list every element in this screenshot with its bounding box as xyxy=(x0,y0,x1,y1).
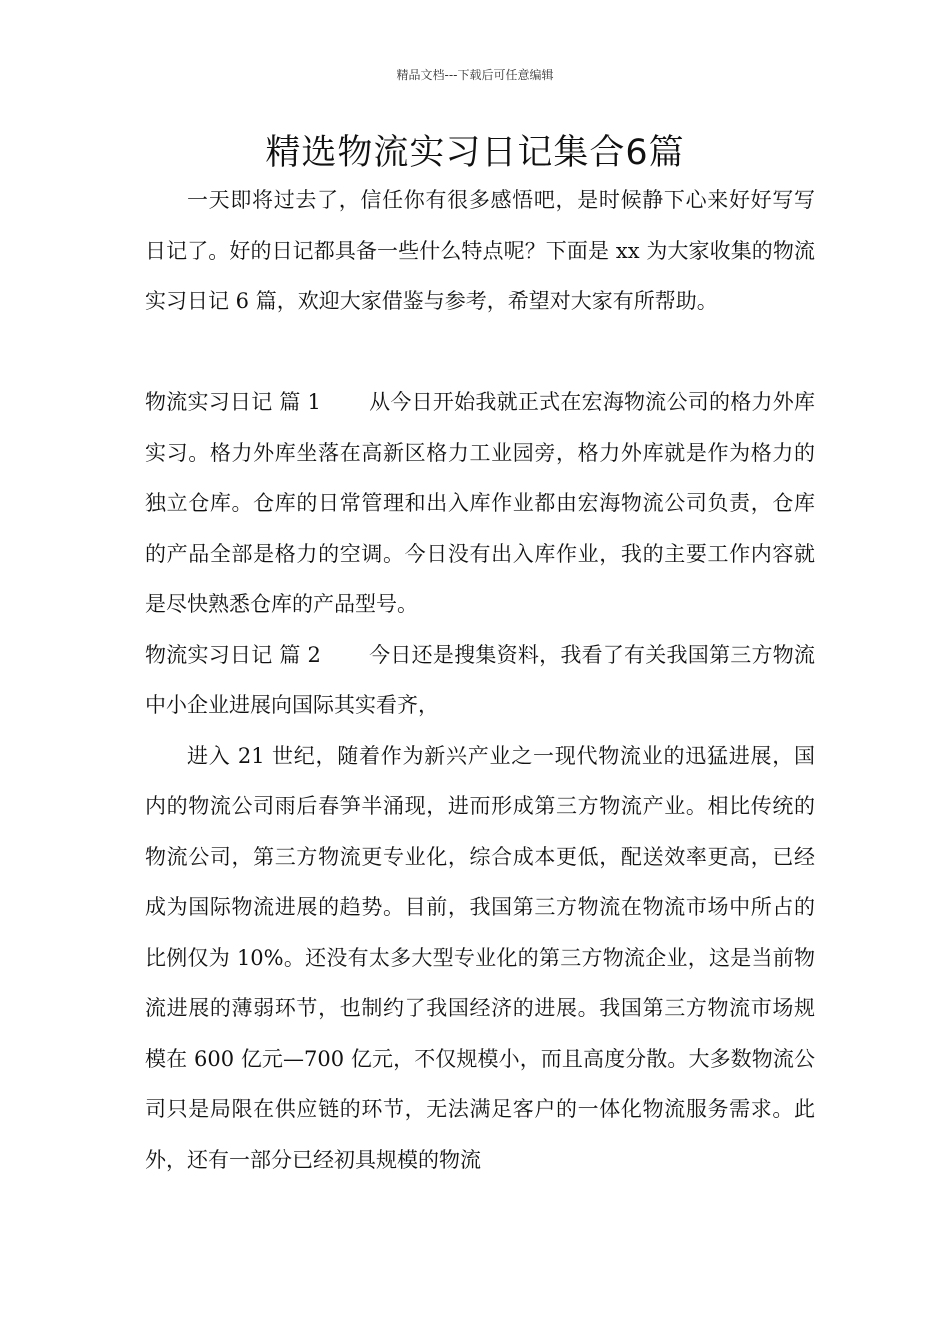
entry-text-2: 今日还是搜集资料，我看了有关我国第三方物流中小企业进展向国际其实看齐， xyxy=(145,642,816,717)
blank-line xyxy=(145,327,815,378)
header-note: 精品文档---下载后可任意编辑 xyxy=(396,68,554,82)
entry-paragraph-2 xyxy=(145,630,815,731)
body-paragraph-3: 进入 21 世纪，随着作为新兴产业之一现代物流业的迅猛进展，国内的物流公司雨后春笋半涌现，进而形成第三方物流产业。相比传统的物流公司，第三方物流更专业化，综合成本更低，配送效率更高，已经成为国际物流进展的趋势。目前，我国第三方物流在物流市场中所占的比例仅为 10%。还没有太多大型专业化的第三方物流企业，这是当前物流进展的薄弱环节，也制约了我国经济的进展。我国第三方物流市场规模在 600 亿元—700 亿元，不仅规模小，而且高度分散。大多数物流公司只是局限在供应链的环节，无法满足客户的一体化物流服务需求。此外，还有一部分已经初具规模的物流 xyxy=(145,743,815,1172)
document-body xyxy=(145,175,815,1185)
document-title: 精选物流实习日记集合6篇 xyxy=(265,133,685,173)
entry-heading-2: 物流实习日记 篇 2 xyxy=(145,642,321,667)
entry-text-1: 从今日开始我就正式在宏海物流公司的格力外库实习。格力外库坐落在高新区格力工业园旁，格力外库就是作为格力的独立仓库。仓库的日常管理和出入库作业都由宏海物流公司负责，仓库的产品全部是格力的空调。今日没有出入库作业，我的主要工作内容就是尽快熟悉仓库的产品型号。 xyxy=(145,390,816,616)
intro-paragraph: 一天即将过去了，信任你有很多感悟吧，是时候静下心来好好写写日记了。好的日记都具备一些什么特点呢？下面是 xx 为大家收集的物流实习日记 6 篇，欢迎大家借鉴与参考，希望对大家有所帮助。 xyxy=(145,188,815,313)
entry-heading-1: 物流实习日记 篇 1 xyxy=(145,390,321,414)
entry-paragraph-1 xyxy=(145,377,815,630)
